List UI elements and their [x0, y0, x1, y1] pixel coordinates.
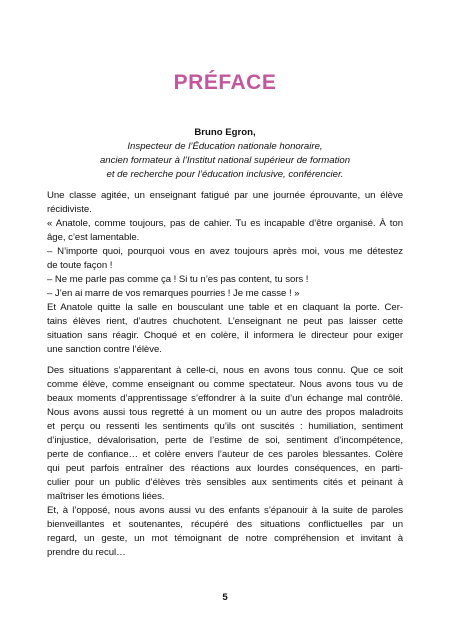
text-line: – N’importe quoi, pourquoi vous en avez toujours après moi, vous me détestez: [47, 246, 403, 257]
author-name: Bruno Egron,: [194, 127, 256, 138]
text-line: Et, à l’opposé, nous avons aussi vu des enfants s’épanouir à la suite de paroles: [47, 505, 403, 516]
text-line: récidiviste.: [47, 204, 92, 215]
text-line: situation sans réagir. Choqué et en colère, il informera le directeur pour exiger: [47, 330, 403, 341]
text-line: bienveillantes et soutenantes, récupéré des situations conflictuelles par un: [47, 519, 403, 530]
text-line: maîtriser les émotions liées.: [47, 491, 165, 502]
author-role-line: ancien formateur à l’Institut national supérieur de formation: [99, 155, 351, 166]
text-line: – J’en ai marre de vos remarques pourries ! Je me casse ! »: [47, 288, 300, 299]
text-line: perte de confiance… et colère envers l’auteur de ces paroles blessantes. Colère: [47, 449, 403, 460]
page-title: PRÉFACE: [173, 71, 277, 94]
text-line: tains élèves rient, d’autres chuchotent. L’enseignant ne peut pas laisser cette: [47, 316, 403, 327]
text-line: culier pour un public d’élèves très sensibles aux sentiments cités et peinant à: [47, 477, 403, 488]
paragraph-reflection: [47, 364, 403, 560]
text-line: d’injustice, dévalorisation, perte de l’estime de soi, sentiment d’incompétence,: [47, 435, 403, 446]
text-line: Une classe agitée, un enseignant fatigué par une journée éprouvante, un élève: [47, 190, 403, 201]
text-line: « Anatole, comme toujours, pas de cahier. Tu es incapable d’être organisé. À ton: [47, 218, 403, 229]
text-line: de toute façon !: [47, 260, 113, 271]
text-line: qui peut parfois entraîner des réactions aux lourdes conséquences, en parti-: [47, 463, 403, 474]
text-line: comme élève, comme enseignant ou comme spectateur. Nous avons tous vu de: [47, 379, 403, 390]
text-line: Et Anatole quitte la salle en bousculant une table et en claquant la porte. Cer-: [47, 302, 403, 313]
text-line: Des situations s’apparentant à celle-ci, nous en avons tous connu. Que ce soit: [47, 365, 403, 376]
paragraph-dialogue: [47, 189, 403, 357]
text-line: âge, c’est lamentable.: [47, 232, 140, 243]
text-line: une sanction contre l’élève.: [47, 344, 162, 355]
text-line: regard, un geste, un mot témoignant de notre compréhension et invitant à: [47, 533, 403, 544]
text-line: Nous avons aussi tous regretté à un moment ou un autre des propos maladroits: [47, 407, 403, 418]
page-number: 5: [222, 592, 228, 603]
text-line: beaux moments d’apprentissage s’effondrer à la suite d’un échange mal contrôlé.: [47, 393, 403, 404]
author-role-line: et de recherche pour l’éducation inclusive, conférencier.: [106, 169, 344, 180]
text-line: – Ne me parle pas comme ça ! Si tu n’es pas content, tu sors !: [47, 274, 309, 285]
text-line: et perçu ou ressenti les sentiments qu’ils ont suscités : humiliation, sentiment: [47, 421, 403, 432]
author-block: [40, 126, 410, 182]
author-role-line: Inspecteur de l’Éducation nationale honoraire,: [127, 141, 323, 152]
text-line: prendre du recul…: [47, 547, 126, 558]
